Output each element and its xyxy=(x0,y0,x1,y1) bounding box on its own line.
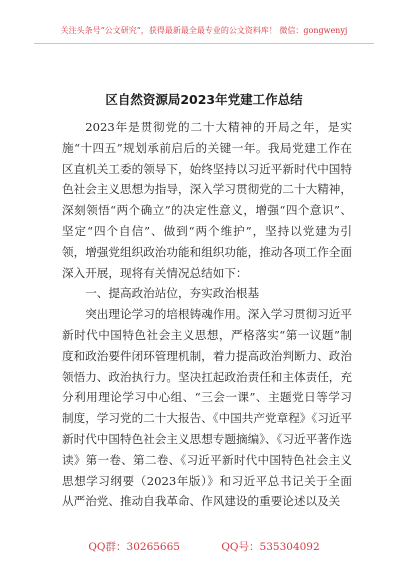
header-promo-text: 关注头条号“公文研究”，获得最新最全最专业的公文资料库！ xyxy=(60,26,277,35)
header-divider xyxy=(34,43,374,44)
document-body xyxy=(62,117,352,512)
footer-qq-group: QQ群：30265665 xyxy=(88,541,180,553)
paragraph-section-1: 突出理论学习的培根铸魂作用。深入学习贯彻习近平新时代中国特色社会主义思想，严格落实“第一议题”制度和政治要件闭环管理机制，着力提高政治判断力、政治领悟力、政治执行力。坚决扛起政治责任和主体责任，充分利用理论学习中心组、“三会一课”、主题党日等学习制度，学习党的二十大报告、《中国共产党章程》《习近平新时代中国特色社会主义思想专题摘编》、《习近平著作选读》第一卷、第二卷、《习近平新时代中国特色社会主义思想学习纲要（2023年版）》和习近平总书记关于全面从严治党、推动自我革命、作风建设的重要论述以及关 xyxy=(62,307,352,509)
header-banner xyxy=(0,25,408,36)
footer-contact xyxy=(0,539,408,554)
header-wechat-id: gongwenyj xyxy=(303,26,348,35)
footer-qq-number: QQ号：535304092 xyxy=(221,541,320,553)
document-title: 区自然资源局2023年党建工作总结 xyxy=(105,92,303,107)
header-wechat-label: 微信： xyxy=(279,26,304,35)
paragraph-intro: 2023年是贯彻党的二十大精神的开局之年，是实施“十四五”规划承前启后的关键一年。我局党建工作在区直机关工委的领导下，始终坚持以习近平新时代中国特色社会主义思想为指导，深入学习贯彻党的二十大精神，深刻领悟“两个确立”的决定性意义，增强“四个意识”、坚定“四个自信”、做到“两个维护”，坚持以党建为引领，增强党组织政治功能和组织功能，推动各项工作全面深入开展，现将有关情况总结如下： xyxy=(62,120,352,280)
section-heading-1: 一、提高政治站位，夯实政治根基 xyxy=(85,286,260,301)
